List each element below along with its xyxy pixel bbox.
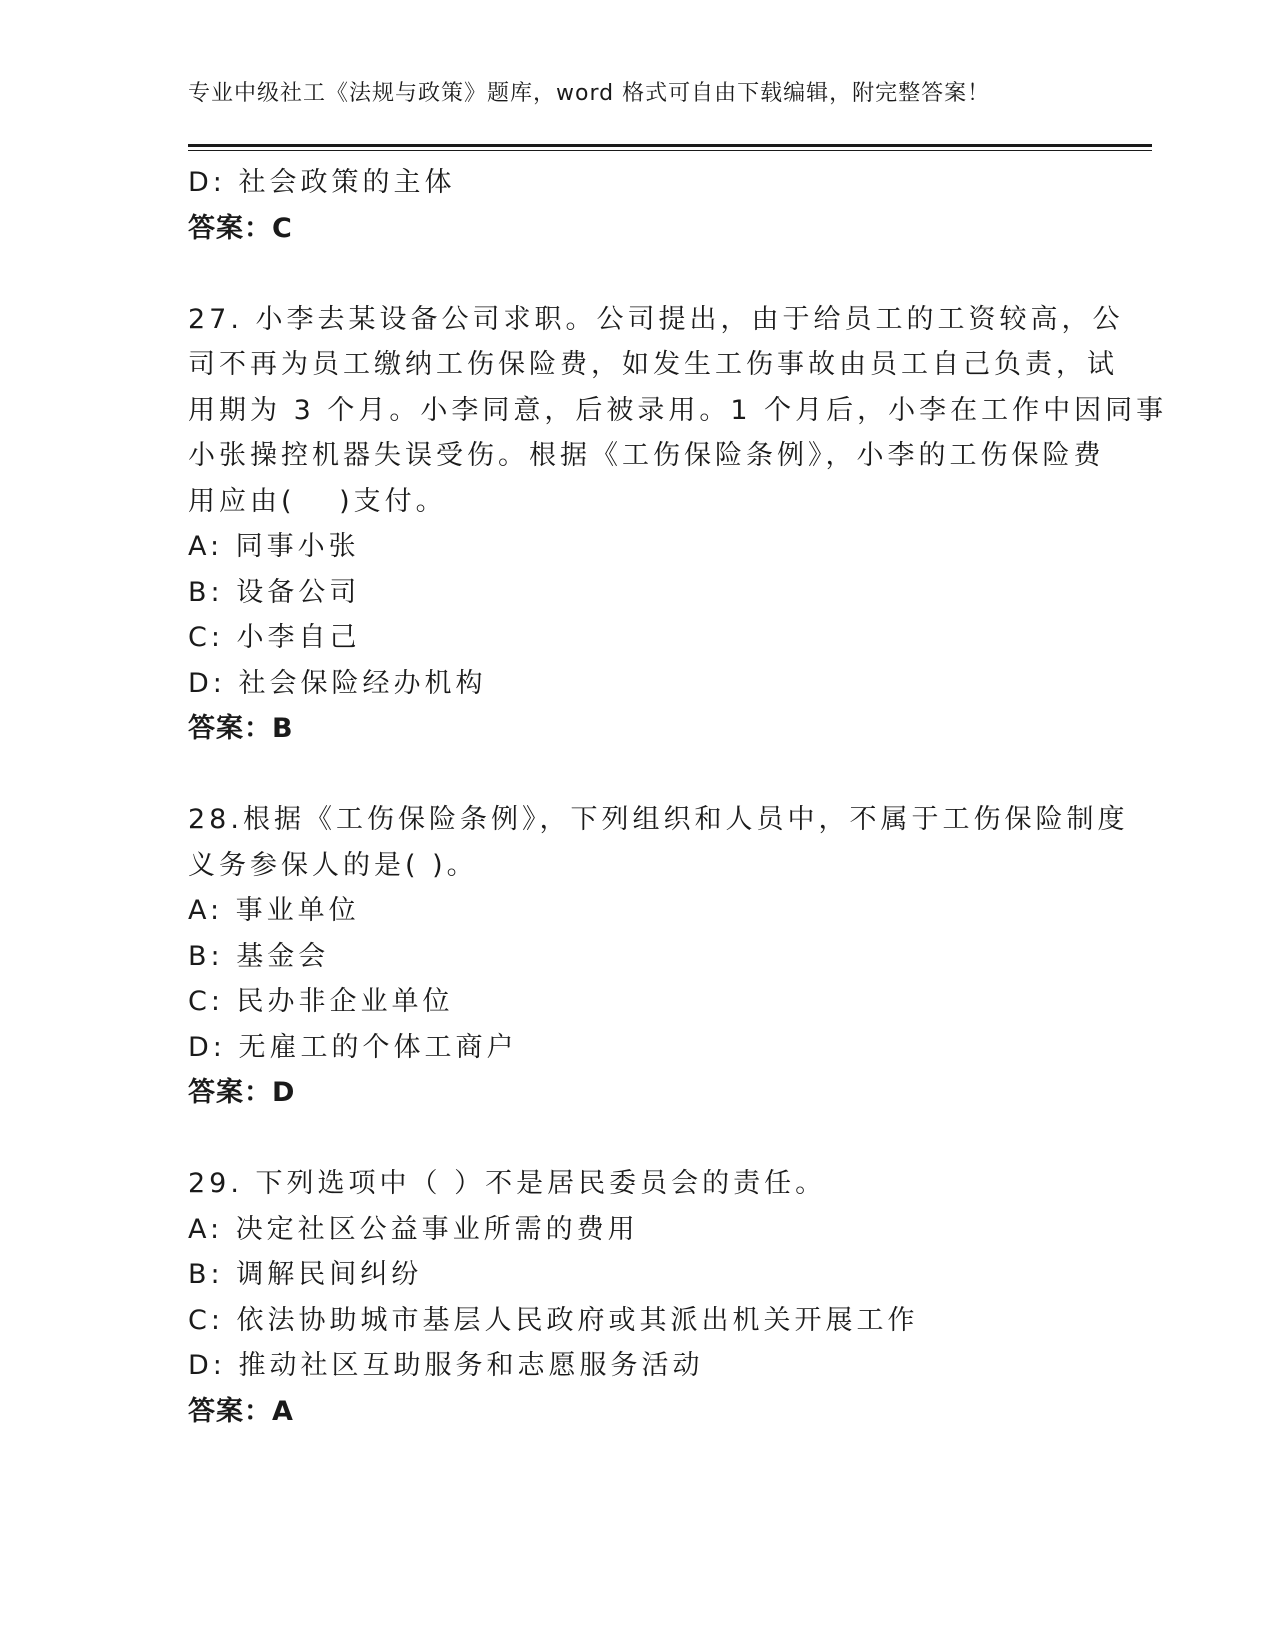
header-rule-thin <box>188 150 1152 151</box>
question-29-option-a: A: 决定社区公益事业所需的费用 <box>188 1213 639 1245</box>
question-27-option-c: C: 小李自己 <box>188 622 361 653</box>
question-29-option-b: B: 调解民间纠纷 <box>188 1259 423 1290</box>
question-28-stem-line: 28.根据《工伤保险条例》，下列组织和人员中，不属于工伤保险制度 <box>188 804 1129 835</box>
question-28-answer: 答案：D <box>188 1077 296 1108</box>
question-29-stem-line: 29. 下列选项中（ ）不是居民委员会的责任。 <box>188 1168 827 1199</box>
question-27 <box>188 297 1168 752</box>
question-content <box>188 160 1168 1434</box>
question-27-stem-line: 用期为 3 个月。小李同意，后被录用。1 个月后，小李在工作中因同事 <box>188 394 1168 426</box>
question-29 <box>188 1161 1088 1434</box>
question-27-stem-line: 小张操控机器失误受伤。根据《工伤保险条例》，小李的工伤保险费 <box>188 440 1105 471</box>
question-27-stem-line: 27. 小李去某设备公司求职。公司提出，由于给员工的工资较高，公 <box>188 303 1124 335</box>
question-28-option-c: C: 民办非企业单位 <box>188 986 454 1017</box>
question-27-answer: 答案：B <box>188 713 294 744</box>
spacer <box>188 251 1088 297</box>
header-rule-thick <box>188 144 1152 147</box>
question-27-stem-line: 用应由( )支付。 <box>188 485 447 517</box>
question-28-option-d: D: 无雇工的个体工商户 <box>188 1031 518 1063</box>
question-28 <box>188 797 1129 1116</box>
prev-option-d: D: 社会政策的主体 <box>188 167 456 198</box>
question-27-option-b: B: 设备公司 <box>188 576 361 608</box>
question-27-option-d: D: 社会保险经办机构 <box>188 667 487 699</box>
question-28-option-b: B: 基金会 <box>188 940 330 972</box>
header-title: 专业中级社工《法规与政策》题库，word 格式可自由下载编辑，附完整答案！ <box>188 81 991 106</box>
spacer <box>188 752 1088 798</box>
question-28-option-a: A: 事业单位 <box>188 895 360 926</box>
question-29-answer: 答案：A <box>188 1395 294 1427</box>
question-29-option-c: C: 依法协助城市基层人民政府或其派出机关开展工作 <box>188 1304 919 1336</box>
spacer <box>188 1116 1088 1162</box>
question-27-option-a: A: 同事小张 <box>188 531 360 562</box>
question-28-stem-line: 义务参保人的是( )。 <box>188 849 478 881</box>
question-27-stem-line: 司不再为员工缴纳工伤保险费，如发生工伤事故由员工自己负责，试 <box>188 349 1118 380</box>
prev-answer: 答案：C <box>188 212 293 244</box>
question-29-option-d: D: 推动社区互助服务和志愿服务活动 <box>188 1350 704 1381</box>
